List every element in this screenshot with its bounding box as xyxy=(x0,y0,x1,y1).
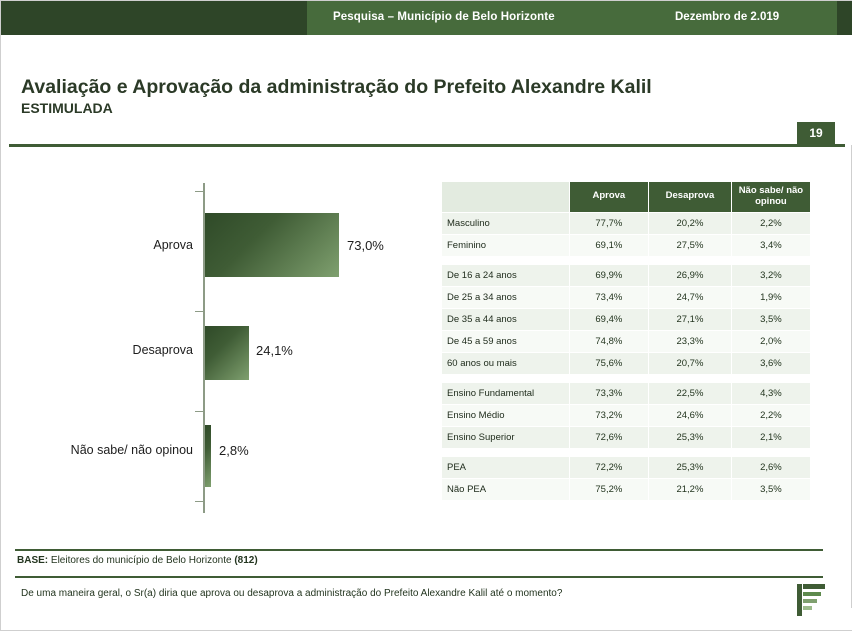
table-row xyxy=(442,456,811,478)
header-left-block xyxy=(1,1,307,35)
table-group-spacer xyxy=(442,374,811,382)
cell-nao-sabe: 2,6% xyxy=(731,456,810,478)
header-date: Dezembro de 2.019 xyxy=(675,11,780,23)
table-header-row xyxy=(442,182,811,213)
title-block xyxy=(1,35,852,145)
bar-value-nao-sabe: 2,8% xyxy=(219,443,249,458)
base-count: (812) xyxy=(234,555,258,566)
header-bar xyxy=(1,1,852,35)
cell-desaprova: 25,3% xyxy=(649,426,732,448)
cell-nao-sabe: 2,2% xyxy=(731,212,810,234)
table-row xyxy=(442,308,811,330)
question-note: De uma maneira geral, o Sr(a) diria que aprova ou desaprova a administração do Prefeito Alexandre Kalil até o momento? xyxy=(21,588,563,599)
cell-desaprova: 25,3% xyxy=(649,456,732,478)
cell-aprova: 73,4% xyxy=(569,286,648,308)
cell-aprova: 69,1% xyxy=(569,234,648,256)
table-col-desaprova: Desaprova xyxy=(649,182,732,213)
header-right-block xyxy=(837,1,852,35)
row-label: Não PEA xyxy=(442,478,570,500)
company-logo-icon xyxy=(793,580,833,620)
base-description: Eleitores do município de Belo Horizonte xyxy=(50,555,232,566)
table-row xyxy=(442,382,811,404)
cell-nao-sabe: 1,9% xyxy=(731,286,810,308)
cell-nao-sabe: 3,2% xyxy=(731,264,810,286)
cell-aprova: 73,3% xyxy=(569,382,648,404)
question-divider xyxy=(15,576,823,578)
axis-tick xyxy=(195,501,203,502)
cell-aprova: 72,6% xyxy=(569,426,648,448)
title-divider xyxy=(9,144,845,147)
row-label: Ensino Médio xyxy=(442,404,570,426)
cell-nao-sabe: 3,6% xyxy=(731,352,810,374)
cell-nao-sabe: 2,1% xyxy=(731,426,810,448)
row-label: De 16 a 24 anos xyxy=(442,264,570,286)
cell-desaprova: 27,5% xyxy=(649,234,732,256)
cell-desaprova: 26,9% xyxy=(649,264,732,286)
table-row xyxy=(442,426,811,448)
footer-band xyxy=(1,608,852,630)
cell-desaprova: 24,7% xyxy=(649,286,732,308)
cell-aprova: 75,2% xyxy=(569,478,648,500)
cell-desaprova: 22,5% xyxy=(649,382,732,404)
cell-aprova: 75,6% xyxy=(569,352,648,374)
bar-desaprova xyxy=(205,326,249,380)
cell-aprova: 69,4% xyxy=(569,308,648,330)
base-note xyxy=(17,555,258,566)
page-number-badge: 19 xyxy=(797,122,835,144)
row-label: PEA xyxy=(442,456,570,478)
table-row xyxy=(442,264,811,286)
cell-aprova: 72,2% xyxy=(569,456,648,478)
header-survey-title: Pesquisa – Município de Belo Horizonte xyxy=(333,11,555,23)
cell-nao-sabe: 3,5% xyxy=(731,308,810,330)
cell-desaprova: 20,7% xyxy=(649,352,732,374)
table-row xyxy=(442,234,811,256)
bar-value-aprova: 73,0% xyxy=(347,238,384,253)
cell-nao-sabe: 4,3% xyxy=(731,382,810,404)
table-row xyxy=(442,212,811,234)
cell-aprova: 74,8% xyxy=(569,330,648,352)
cell-nao-sabe: 3,4% xyxy=(731,234,810,256)
bar-label-aprova: Aprova xyxy=(153,238,193,252)
row-label: Ensino Fundamental xyxy=(442,382,570,404)
crosstab-table xyxy=(441,181,811,501)
table-corner-cell xyxy=(442,182,570,213)
cell-desaprova: 20,2% xyxy=(649,212,732,234)
bar-nao-sabe xyxy=(205,425,211,487)
row-label: De 45 a 59 anos xyxy=(442,330,570,352)
bar-value-desaprova: 24,1% xyxy=(256,343,293,358)
cell-desaprova: 23,3% xyxy=(649,330,732,352)
cell-nao-sabe: 3,5% xyxy=(731,478,810,500)
table-row xyxy=(442,404,811,426)
cell-desaprova: 27,1% xyxy=(649,308,732,330)
table-group-spacer xyxy=(442,448,811,456)
cell-nao-sabe: 2,0% xyxy=(731,330,810,352)
row-label: Ensino Superior xyxy=(442,426,570,448)
table-col-aprova: Aprova xyxy=(569,182,648,213)
table-col-nao-sabe: Não sabe/ não opinou xyxy=(731,182,810,213)
table-row xyxy=(442,478,811,500)
row-label: 60 anos ou mais xyxy=(442,352,570,374)
base-divider xyxy=(15,549,823,551)
cell-aprova: 77,7% xyxy=(569,212,648,234)
cell-nao-sabe: 2,2% xyxy=(731,404,810,426)
row-label: De 35 a 44 anos xyxy=(442,308,570,330)
table-row xyxy=(442,330,811,352)
axis-tick xyxy=(195,411,203,412)
bar-aprova xyxy=(205,213,339,277)
bar-chart xyxy=(11,161,421,541)
cell-aprova: 69,9% xyxy=(569,264,648,286)
page-subtitle: ESTIMULADA xyxy=(21,100,113,116)
bar-label-nao-sabe: Não sabe/ não opinou xyxy=(70,443,193,457)
table-row xyxy=(442,352,811,374)
row-label: De 25 a 34 anos xyxy=(442,286,570,308)
table-row xyxy=(442,286,811,308)
bar-label-desaprova: Desaprova xyxy=(132,343,193,357)
base-label: BASE: xyxy=(17,555,49,566)
row-label: Masculino xyxy=(442,212,570,234)
cell-aprova: 73,2% xyxy=(569,404,648,426)
axis-tick xyxy=(195,191,203,192)
row-label: Feminino xyxy=(442,234,570,256)
page-title: Avaliação e Aprovação da administração do Prefeito Alexandre Kalil xyxy=(21,76,652,98)
cell-desaprova: 24,6% xyxy=(649,404,732,426)
table-group-spacer xyxy=(442,256,811,264)
axis-tick xyxy=(195,311,203,312)
cell-desaprova: 21,2% xyxy=(649,478,732,500)
